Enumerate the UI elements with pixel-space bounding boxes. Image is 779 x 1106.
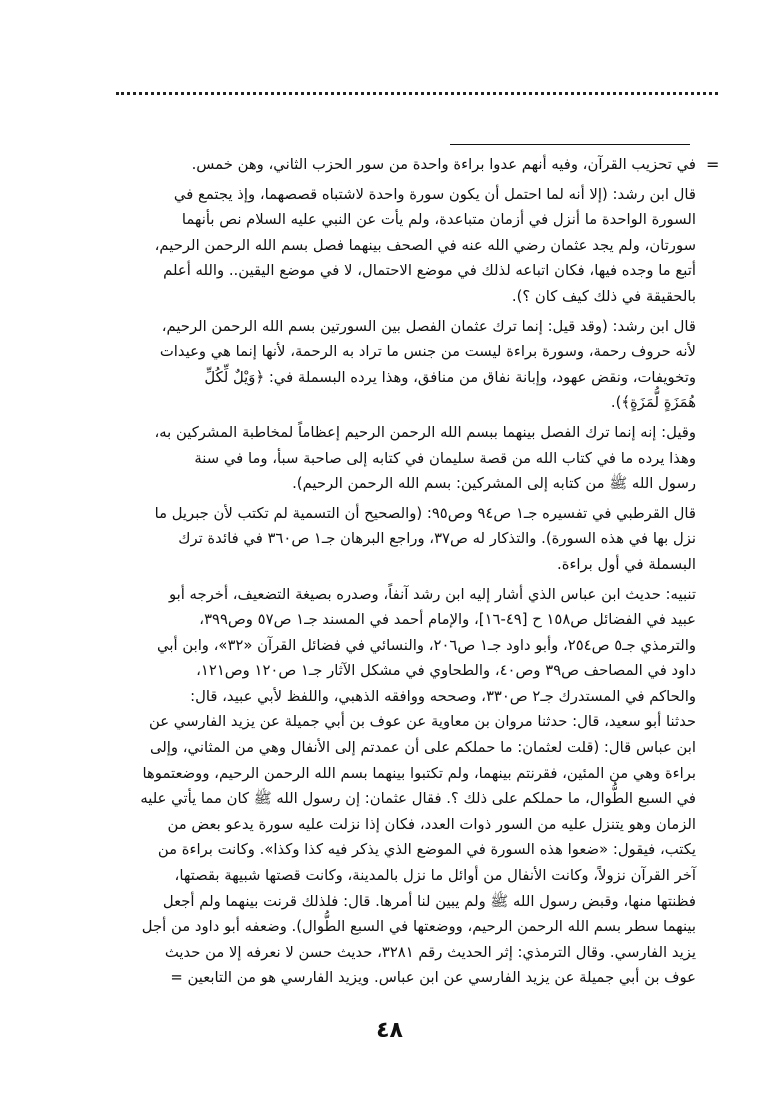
text-line: وهذا يرده ما في كتاب الله من قصة سليمان في كتابه إلى صاحبة سبأ، وما في سنة xyxy=(194,449,696,467)
text-line: داود في المصاحف ص٣٩ وص٤٠، والطحاوي في مشكل الآثار جـ١ ص١٢٠ وص١٢١، xyxy=(196,662,696,680)
text-line: قال ابن رشد: (إلا أنه لما احتمل أن يكون سورة واحدة لاشتباه قصصهما، وإذ يجتمع في xyxy=(173,185,696,203)
page-number: ٤٨ xyxy=(376,1018,403,1043)
footnote-separator-rule xyxy=(450,144,690,145)
text-line: سورتان، ولم يجد عثمان رضي الله عنه في الصحف بينهما فصل بسم الله الرحمن الرحيم، xyxy=(154,236,696,254)
text-line: وقيل: إنه إنما ترك الفصل بينهما ببسم الله الرحمن الرحيم إعظاماً لمخاطبة المشركين به، xyxy=(154,423,696,441)
quran-verse-line: هُمَزَةٍ لُّمَزَةٍ﴾). xyxy=(610,394,696,412)
text-line: عوف بن أبي جميلة عن يزيد الفارسي عن ابن عباس. ويزيد الفارسي هو من التابعين = xyxy=(170,969,696,987)
text-line: نزل بها في هذه السورة). والتذكار له ص٣٧، وراجع البرهان جـ١ ص٣٦٠ في فائدة ترك xyxy=(178,530,696,548)
text-line: يكتب، فيقول: «ضعوا هذه السورة في الموضع الذي يذكر فيه كذا وكذا». وكانت براءة من xyxy=(157,841,696,859)
footnote-paragraph xyxy=(74,152,696,178)
text-line: عبيد في الفضائل ص١٥٨ ح [٤٩-١٦]، والإمام أحمد في المسند جـ١ ص٥٧ وص٣٩٩، xyxy=(199,611,696,629)
footnote-continuation-mark: = xyxy=(706,155,720,174)
text-line: والترمذي جـ٥ ص٢٥٤، وأبو داود جـ١ ص٢٠٦، والنسائي في فضائل القرآن «٣٢»، وابن أبي xyxy=(157,636,696,654)
text-line: ابن عباس قال: (قلت لعثمان: ما حملكم على أن عمدتم إلى الأنفال وهي من المثاني، وإلى xyxy=(149,739,696,757)
text-line: في تحزيب القرآن، وفيه أنهم عدوا براءة واحدة من سور الحزب الثاني، وهن خمس. xyxy=(191,156,696,173)
text-line: بينهما سطر بسم الله الرحمن الرحيم، ووضعتها في السبع الطُّوال). وضعفه أبو داود من أجل xyxy=(141,918,696,936)
footnote-paragraph xyxy=(74,420,696,497)
footnotes-block xyxy=(74,152,696,995)
text-line: آخر القرآن نزولاً، وكانت الأنفال من أوائل ما نزل بالمدينة، وكانت قصتها شبيهة بقصتها، xyxy=(174,867,696,885)
text-line: في السبع الطُّوال، ما حملكم على ذلك ؟. فقال عثمان: إن رسول الله ﷺ كان مما يأتي عليه xyxy=(140,790,696,808)
text-line: قال ابن رشد: (وقد قيل: إنما ترك عثمان الفصل بين السورتين بسم الله الرحمن الرحيم، xyxy=(161,317,696,335)
text-line: يزيد الفارسي. وقال الترمذي: إثر الحديث رقم ٣٢٨١، حديث حسن لا نعرفه إلا من حديث xyxy=(164,943,696,961)
text-line: لأنه حروف رحمة، وسورة براءة ليست من جنس ما تراد به الرحمة، لأنها إنما هي وعيدات xyxy=(159,343,696,361)
header-dotted-rule xyxy=(116,92,718,95)
text-line: الزمان وهو يتنزل عليه من السور ذوات العدد، فكان إذا نزلت عليه سورة يدعو بعض من xyxy=(167,815,696,833)
footnote-paragraph xyxy=(74,182,696,310)
text-line: فظنتها منها، وقبض رسول الله ﷺ ولم يبين لنا أمرها. قال: فلذلك قرنت بينهما ولم أجعل xyxy=(162,892,696,910)
text-line: براءة وهي من المئين، فقرنتم بينهما، ولم تكتبوا بينهما بسم الله الرحمن الرحيم، ووضعتموها xyxy=(142,764,696,782)
footnote-paragraph xyxy=(74,501,696,578)
text-line: والحاكم في المستدرك جـ٢ ص٣٣٠، وصححه ووافقه الذهبي، واللفظ لأبي عبيد، قال: xyxy=(190,687,696,705)
text-line: وتخويفات، ونقض عهود، وإبانة نفاق من منافق، وهذا يرده البسملة في: ﴿وَيْلٌ لِّكُلِّ xyxy=(204,368,696,386)
text-line: حدثنا أبو سعيد، قال: حدثنا مروان بن معاوية عن عوف بن أبي جميلة عن يزيد الفارسي عن xyxy=(148,713,696,731)
text-line: قال القرطبي في تفسيره جـ١ ص٩٤ وص٩٥: (والصحيح أن التسمية لم تكتب لأن جبريل ما xyxy=(154,504,696,522)
text-line: السورة الواحدة ما أنزل في أزمان متباعدة، ولم يأت عن النبي عليه السلام نص بأنهما xyxy=(181,211,696,229)
text-line: رسول الله ﷺ من كتابه إلى المشركين: بسم الله الرحمن الرحيم). xyxy=(292,475,696,493)
footnote-paragraph xyxy=(74,314,696,416)
text-line: البسملة في أول براءة. xyxy=(556,555,696,573)
text-line: تنبيه: حديث ابن عباس الذي أشار إليه ابن رشد آنفاً، وصدره بصيغة التضعيف، أخرجه أبو xyxy=(168,585,696,603)
text-line: أتبع ما وجده فيها، فكان اتباعه لذلك في موضع الاحتمال، لا في موضع اليقين.. والله أعلم xyxy=(163,262,696,280)
footnote-paragraph xyxy=(74,582,696,992)
text-line: بالحقيقة في ذلك كيف كان ؟). xyxy=(511,287,696,305)
